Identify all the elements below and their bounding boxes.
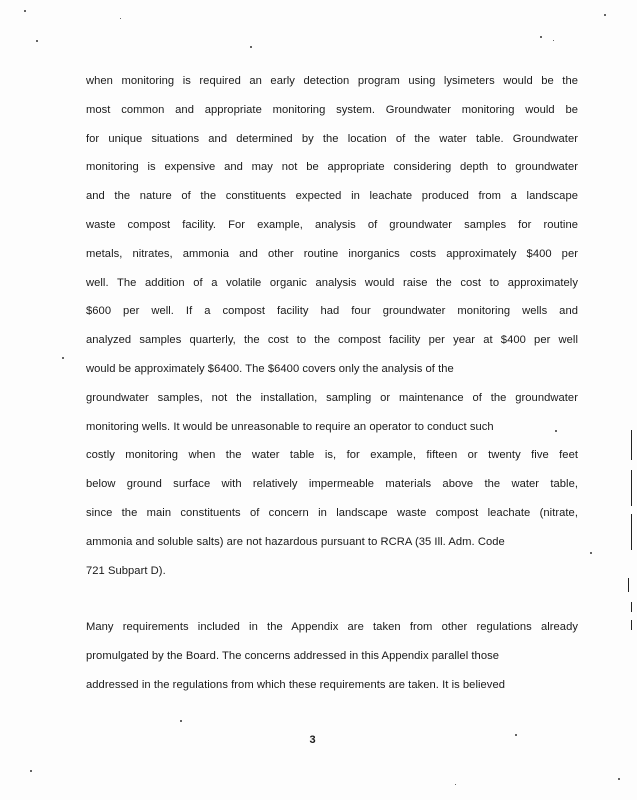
text-line: Many requirements included in the Appendix are taken from other regulations already — [86, 621, 578, 633]
scan-speck — [455, 784, 456, 785]
scan-edge-mark — [628, 578, 629, 592]
text-line: analyzed samples quarterly, the cost to the compost facility per year at $400 per well — [86, 334, 578, 347]
scan-speck — [553, 40, 554, 41]
text-line: costly monitoring when the water table is, for example, fifteen or twenty five feet — [86, 449, 578, 462]
scan-edge-mark — [631, 620, 632, 630]
scan-speck — [120, 18, 121, 19]
text-line: waste compost facility. For example, analysis of groundwater samples for routine — [86, 218, 578, 231]
scan-speck — [36, 40, 38, 42]
scan-speck — [180, 720, 182, 722]
text-line: groundwater samples, not the installation, sampling or maintenance of the groundwater — [86, 391, 578, 404]
text-line: promulgated by the Board. The concerns addressed in this Appendix parallel those — [86, 649, 500, 662]
text-line: for unique situations and determined by the location of the water table. Groundwater — [86, 132, 578, 145]
scan-speck — [618, 778, 620, 780]
scan-speck — [62, 357, 64, 359]
scan-edge-mark — [631, 602, 632, 612]
text-line: $600 per well. If a compost facility had four groundwater monitoring wells and — [86, 305, 578, 318]
text-line: and the nature of the constituents expected in leachate produced from a landscape — [86, 190, 578, 203]
text-line: monitoring wells. It would be unreasonable to require an operator to conduct such — [86, 420, 494, 433]
text-line: monitoring is expensive and may not be appropriate considering depth to groundwater — [86, 161, 578, 174]
scan-speck — [250, 46, 252, 48]
page-number: 3 — [309, 734, 316, 746]
text-line: below ground surface with relatively impermeable materials above the water table, — [86, 478, 578, 491]
scan-speck — [24, 10, 26, 12]
body-paragraph-2 — [86, 613, 578, 699]
text-line: metals, nitrates, ammonia and other routine inorganics costs approximately $400 per — [86, 247, 578, 260]
scan-edge-mark — [631, 514, 632, 550]
text-line: would be approximately $6400. The $6400 covers only the analysis of the — [86, 362, 454, 375]
text-line: when monitoring is required an early detection program using lysimeters would be the — [86, 75, 578, 87]
scan-speck — [590, 552, 592, 554]
scan-speck — [540, 36, 542, 38]
scan-speck — [30, 770, 32, 772]
scan-edge-mark — [631, 470, 632, 506]
text-line: ammonia and soluble salts) are not hazardous pursuant to RCRA (35 Ill. Adm. Code — [86, 535, 505, 548]
text-line: addressed in the regulations from which these requirements are taken. It is believed — [86, 678, 505, 691]
text-line: well. The addition of a volatile organic analysis would raise the cost to approximately — [86, 276, 578, 289]
body-paragraph-1 — [86, 67, 578, 585]
scan-edge-mark — [631, 430, 632, 460]
scan-speck — [604, 14, 606, 16]
text-line: 721 Subpart D). — [86, 564, 166, 577]
text-line: since the main constituents of concern in landscape waste compost leachate (nitrate, — [86, 506, 578, 519]
text-line: most common and appropriate monitoring system. Groundwater monitoring would be — [86, 103, 578, 116]
